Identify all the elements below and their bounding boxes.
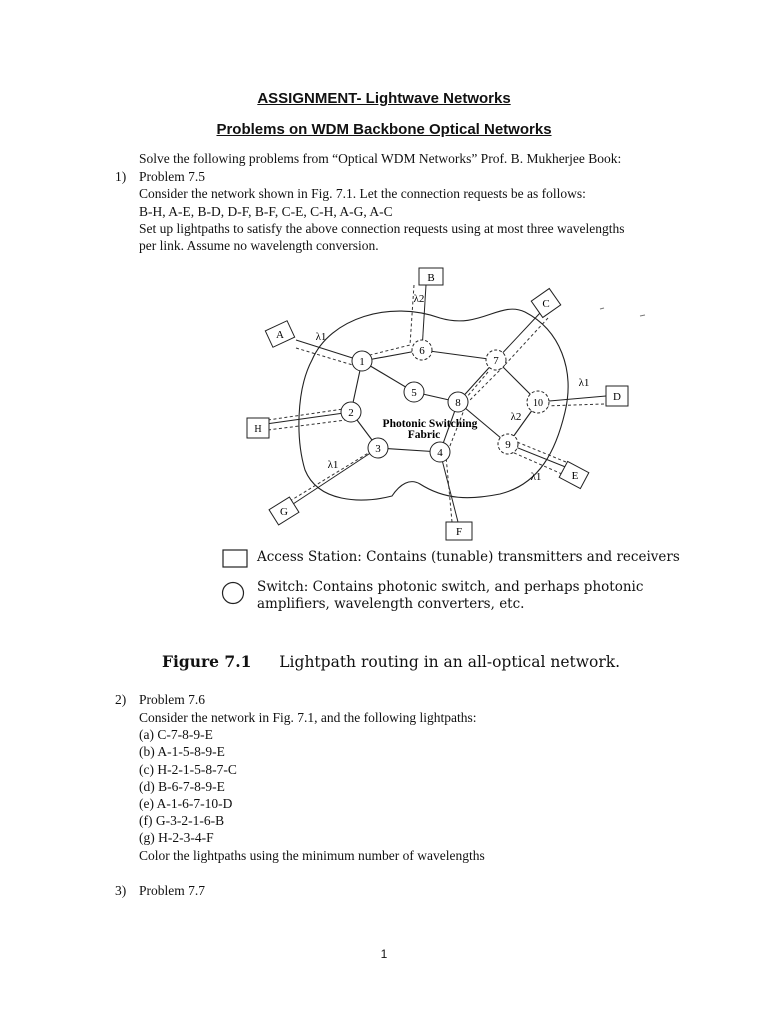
switch-9 <box>498 434 518 454</box>
lightpath-item: (a) C-7-8-9-E <box>139 727 213 742</box>
station-A <box>265 321 294 347</box>
station-B-label: B <box>427 272 435 284</box>
switch-5 <box>404 382 424 402</box>
stray-mark <box>640 315 645 316</box>
legend-switch-symbol <box>223 583 244 604</box>
problem-1-line: Set up lightpaths to satisfy the above connection requests using at most three wavelengths <box>139 221 625 236</box>
station-D-label: D <box>613 391 621 403</box>
figure-caption-text: Lightpath routing in an all-optical network. <box>279 653 621 671</box>
lightpath-item: (c) H-2-1-5-8-7-C <box>139 762 237 777</box>
fabric-label-line1: Photonic Switching <box>382 418 478 430</box>
switch-8 <box>448 392 468 412</box>
problem-1-line: Consider the network shown in Fig. 7.1. Let the connection requests be as follows: <box>139 186 586 201</box>
switch-10-label: 10 <box>533 398 543 409</box>
station-H <box>247 418 269 438</box>
problem-1-title: Problem 7.5 <box>139 169 205 184</box>
lightpath-item: (e) A-1-6-7-10-D <box>139 796 233 811</box>
switch-5-label: 5 <box>411 387 417 399</box>
station-B <box>419 268 443 285</box>
station-F <box>446 522 472 540</box>
problem-1-line: per link. Assume no wavelength conversion. <box>139 238 379 253</box>
page-subtitle: Problems on WDM Backbone Optical Networks <box>216 121 552 138</box>
station-E-label: E <box>571 470 579 482</box>
lightpath-item: (d) B-6-7-8-9-E <box>139 779 225 794</box>
page-number: 1 <box>380 947 388 961</box>
problem-2-intro: Consider the network in Fig. 7.1, and the following lightpaths: <box>139 710 477 725</box>
problem-1-line: B-H, A-E, B-D, D-F, B-F, C-E, C-H, A-G, A-C <box>139 204 393 219</box>
legend-switch-text-2: amplifiers, wavelength converters, etc. <box>257 596 525 612</box>
station-G <box>269 497 299 525</box>
intro-text: Solve the following problems from “Optical WDM Networks” Prof. B. Mukherjee Book: <box>139 151 622 166</box>
wavelength-label: λ1 <box>315 331 327 343</box>
lightpath <box>466 372 488 398</box>
page-title: ASSIGNMENT- Lightwave Networks <box>257 90 511 107</box>
switch-4 <box>430 442 450 462</box>
legend-station-symbol <box>223 550 247 567</box>
legend-station-text: Access Station: Contains (tunable) transmitters and receivers <box>257 549 680 565</box>
switch-10 <box>527 391 549 413</box>
station-D <box>606 386 628 406</box>
lightpath <box>296 348 356 366</box>
lightpath-item: (f) G-3-2-1-6-B <box>139 813 225 828</box>
figure-caption <box>162 652 620 671</box>
switch-6 <box>412 340 432 360</box>
wavelength-label: λ2 <box>413 293 425 305</box>
lightpath-item: (g) H-2-3-4-F <box>139 830 214 845</box>
figure-caption-label: Figure 7.1 <box>162 652 252 671</box>
switch-6-label: 6 <box>419 345 425 357</box>
lightpaths <box>268 285 604 522</box>
switch-3-label: 3 <box>375 443 381 455</box>
wavelength-label: λ1 <box>530 471 542 483</box>
wavelength-label: λ2 <box>510 411 522 423</box>
wavelength-label: λ1 <box>327 459 339 471</box>
wavelength-label: λ1 <box>578 377 590 389</box>
station-C-label: C <box>542 298 550 310</box>
station-H-label: H <box>254 424 262 435</box>
lightpath <box>268 420 346 430</box>
stray-mark <box>600 308 604 309</box>
lightpath <box>366 285 414 356</box>
switch-3 <box>368 438 388 458</box>
fabric-label-line2: Fabric <box>407 429 441 441</box>
station-E <box>559 461 589 488</box>
lightpath <box>544 404 604 406</box>
switch-2-label: 2 <box>348 407 354 419</box>
link-G-3 <box>290 448 378 506</box>
station-G-label: G <box>280 506 288 518</box>
switch-2 <box>341 402 361 422</box>
switch-1-label: 1 <box>359 356 365 368</box>
problem-2-closing: Color the lightpaths using the minimum number of wavelengths <box>139 848 485 863</box>
link-6-7 <box>422 350 496 360</box>
problem-2-number: 2) <box>115 692 127 707</box>
problem-3-number: 3) <box>115 883 127 898</box>
switch-4-label: 4 <box>437 447 443 459</box>
station-F-label: F <box>455 526 463 538</box>
switch-9-label: 9 <box>505 439 511 451</box>
lightpath-item: (b) A-1-5-8-9-E <box>139 744 225 759</box>
switch-8-label: 8 <box>455 397 461 409</box>
problem-1-number: 1) <box>115 169 127 184</box>
switch-1 <box>352 351 372 371</box>
station-A-label: A <box>276 329 284 341</box>
switch-7-label: 7 <box>493 355 499 367</box>
problem-3-title: Problem 7.7 <box>139 883 205 898</box>
switch-7 <box>486 350 506 370</box>
station-C <box>531 288 560 317</box>
lightpath <box>512 440 566 462</box>
legend-switch-text-1: Switch: Contains photonic switch, and perhaps photonic <box>257 579 644 595</box>
problem-2-title: Problem 7.6 <box>139 692 205 707</box>
